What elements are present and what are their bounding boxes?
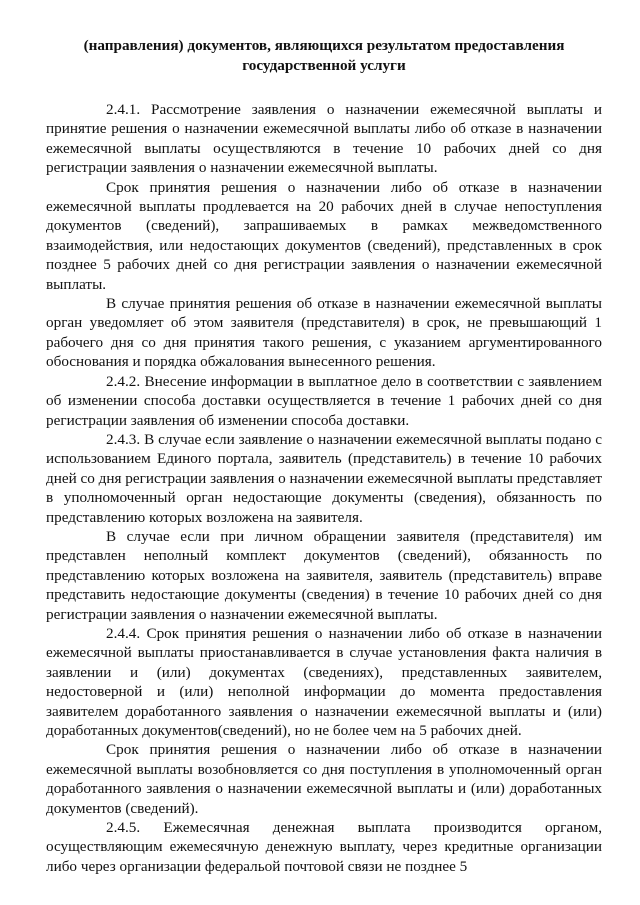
paragraph-resumption: Срок принятия решения о назначении либо об отказе в назначении ежемесячной выплаты возобновляется со дня поступления в уполномоченный орган доработанного заявления о назначении ежемесячной выплаты и (или) доработанных документов (сведений). <box>46 741 602 817</box>
paragraph-2-4-5: 2.4.5. Ежемесячная денежная выплата производится органом, осуществляющим ежемесячную денежную выплату, через кредитные организации либо через организации федеральой почтовой связи не позднее 5 <box>46 819 602 875</box>
paragraph-incomplete-set: В случае если при личном обращении заявителя (представителя) им представлен неполный комплект документов (сведений), обязанность по представлению которых возложена на заявителя, заявитель (представитель) вправе представить недостающие документы (сведения) в течение 10 рабочих дней со дня регистрации заявления о назначении ежемесячной выплаты. <box>46 527 602 623</box>
paragraph-2-4-4: 2.4.4. Срок принятия решения о назначении либо об отказе в назначении ежемесячной выплаты приостанавливается в случае установления факта наличия в заявлении и (или) документах (сведениях), представленных заявителем, недостоверной и (или) неполной информации до момента предоставления заявителем доработанного заявления о назначении ежемесячной выплаты и (или) доработанных документов(сведений), но не более чем на 5 рабочих дней. <box>46 624 602 739</box>
paragraph-extension-period: Срок принятия решения о назначении либо об отказе в назначении ежемесячной выплаты продлевается на 20 рабочих дней в случае непоступления документов (сведений), запрашиваемых в рамках межведомственного взаимодействия, или недостающих документов (сведений), представленных в срок позднее 5 рабочих дней со дня регистрации заявления о назначении ежемесячной выплаты. <box>46 178 602 293</box>
paragraph-2-4-1: 2.4.1. Рассмотрение заявления о назначении ежемесячной выплаты и принятие решения о назначении ежемесячной выплаты либо об отказе в назначении ежемесячной выплаты осуществляются в течение 10 рабочих дней со дня регистрации заявления о назначении ежемесячной выплаты. <box>46 101 602 177</box>
document-page <box>46 36 602 876</box>
paragraph-2-4-3: 2.4.3. В случае если заявление о назначении ежемесячной выплаты подано с использованием Единого портала, заявитель (представитель) в течение 10 рабочих дней со дня регистрации заявления о назначении ежемесячной выплаты представляет в уполномоченный орган недостающие документы (сведения), обязанность по представлению которых возложена на заявителя. <box>46 430 602 526</box>
section-heading: (направления) документов, являющихся результатом предоставления государственной услуги <box>83 37 565 74</box>
paragraph-refusal-notice: В случае принятия решения об отказе в назначении ежемесячной выплаты орган уведомляет об этом заявителя (представителя) в срок, не превышающий 1 рабочего дня со дня принятия такого решения, с указанием аргументированного обоснования и порядка обжалования вынесенного решения. <box>46 295 602 371</box>
paragraph-2-4-2: 2.4.2. Внесение информации в выплатное дело в соответствии с заявлением об изменении способа доставки осуществляется в течение 1 рабочих дней со дня регистрации заявления об изменении способа доставки. <box>46 372 602 429</box>
